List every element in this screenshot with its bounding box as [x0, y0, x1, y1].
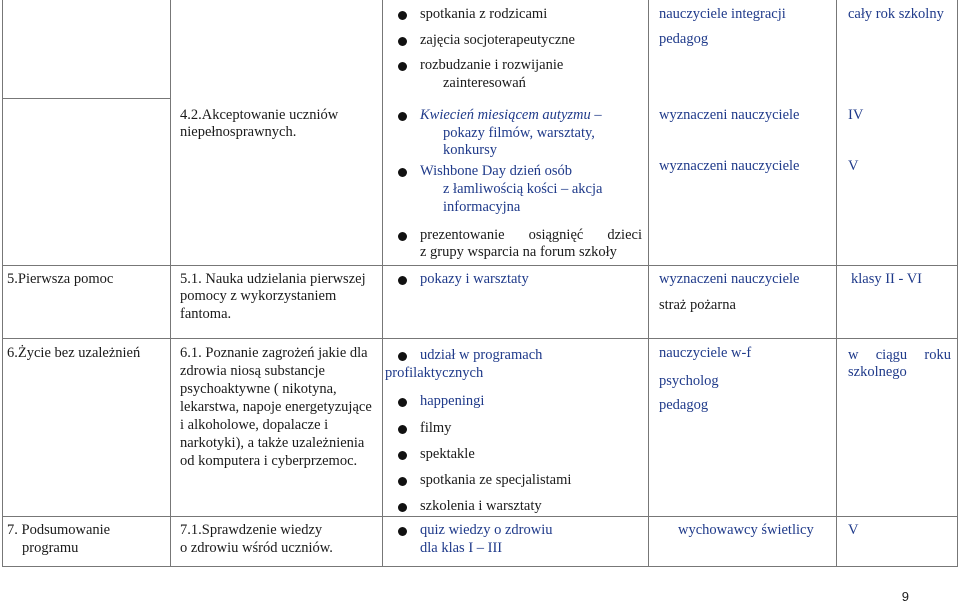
bullet-icon	[398, 503, 407, 512]
responsible: pedagog	[659, 31, 709, 47]
action-item: zainteresowań	[443, 75, 526, 91]
table-border-right	[957, 0, 958, 567]
action-item: z łamliwością kości – akcja	[443, 181, 603, 197]
task: fantoma.	[180, 306, 232, 322]
table-border-bottom	[2, 566, 957, 567]
action-item: prezentowanie osiągnięć dzieci	[420, 227, 642, 243]
responsible: wyznaczeni nauczyciele	[659, 271, 800, 287]
bullet-icon	[398, 168, 407, 177]
bullet-icon	[398, 112, 407, 121]
action-item: udział w programach	[420, 347, 543, 363]
term: szkolnego	[848, 364, 907, 380]
action-item: z grupy wsparcia na forum szkoły	[420, 244, 617, 260]
responsible: straż pożarna	[659, 297, 736, 313]
table-divider-col1	[170, 0, 171, 567]
page-number: 9	[901, 589, 909, 604]
term: V	[848, 522, 859, 538]
row-divider	[2, 265, 957, 266]
task: zdrowia niosą substancje	[180, 363, 325, 379]
task: pomocy z wykorzystaniem	[180, 288, 337, 304]
area: 7. Podsumowanie	[7, 522, 111, 538]
task: 4.2.Akceptowanie uczniów	[180, 107, 339, 123]
action-item: happeningi	[420, 393, 485, 409]
action-item: pokazy i warsztaty	[420, 271, 529, 287]
table-divider-col2	[382, 0, 383, 567]
action-item: rozbudzanie i rozwijanie	[420, 57, 564, 73]
task: 5.1. Nauka udzielania pierwszej	[180, 271, 366, 287]
action-item: Wishbone Day dzień osób	[420, 163, 573, 179]
task: 6.1. Poznanie zagrożeń jakie dla	[180, 345, 368, 361]
area: 6.Życie bez uzależnień	[7, 345, 141, 361]
bullet-icon	[398, 62, 407, 71]
table-border-left	[2, 0, 3, 567]
bullet-icon	[398, 527, 407, 536]
responsible: nauczyciele integracji	[659, 6, 786, 22]
responsible: wyznaczeni nauczyciele	[659, 107, 800, 123]
task: narkotyki), a także uzależnienia	[180, 435, 365, 451]
area: programu	[22, 540, 79, 556]
term: V	[848, 158, 859, 174]
action-item: spotkania ze specjalistami	[420, 472, 572, 488]
term: cały rok szkolny	[848, 6, 944, 22]
task: lekarstwa, napoje energetyzujące	[180, 399, 372, 415]
action-item: zajęcia socjoterapeutyczne	[420, 32, 575, 48]
bullet-icon	[398, 477, 407, 486]
action-item: quiz wiedzy o zdrowiu	[420, 522, 553, 538]
table-divider-col3	[648, 0, 649, 567]
row-divider	[2, 98, 170, 99]
term: IV	[848, 107, 864, 123]
task: i alkoholowe, dopalacze i	[180, 417, 329, 433]
task: niepełnosprawnych.	[180, 124, 297, 140]
action-item: Kwiecień miesiącem autyzmu –	[420, 107, 602, 123]
action-item: informacyjna	[443, 199, 521, 215]
responsible: psycholog	[659, 373, 719, 389]
action-item: filmy	[420, 420, 452, 436]
term: klasy II - VI	[851, 271, 923, 287]
bullet-icon	[398, 425, 407, 434]
row-divider	[2, 338, 957, 339]
action-item: spektakle	[420, 446, 475, 462]
bullet-icon	[398, 37, 407, 46]
responsible: nauczyciele w-f	[659, 345, 752, 361]
bullet-icon	[398, 232, 407, 241]
term: w ciągu roku	[848, 347, 951, 363]
action-item: dla klas I – III	[420, 540, 503, 556]
area: 5.Pierwsza pomoc	[7, 271, 114, 287]
row-divider	[2, 516, 957, 517]
task: o zdrowiu wśród uczniów.	[180, 540, 333, 556]
action-item: szkolenia i warsztaty	[420, 498, 542, 514]
bullet-icon	[398, 11, 407, 20]
responsible: pedagog	[659, 397, 709, 413]
task: od komputera i cyberprzemoc.	[180, 453, 358, 469]
responsible: wychowawcy świetlicy	[678, 522, 814, 538]
bullet-icon	[398, 398, 407, 407]
action-item: pokazy filmów, warsztaty,	[443, 125, 595, 141]
action-item: spotkania z rodzicami	[420, 6, 548, 22]
bullet-icon	[398, 352, 407, 361]
table-divider-col4	[836, 0, 837, 567]
action-item: konkursy	[443, 142, 497, 158]
task: psychoaktywne ( nikotyna,	[180, 381, 337, 397]
action-item: profilaktycznych	[385, 365, 484, 381]
bullet-icon	[398, 276, 407, 285]
responsible: wyznaczeni nauczyciele	[659, 158, 800, 174]
bullet-icon	[398, 451, 407, 460]
task: 7.1.Sprawdzenie wiedzy	[180, 522, 323, 538]
